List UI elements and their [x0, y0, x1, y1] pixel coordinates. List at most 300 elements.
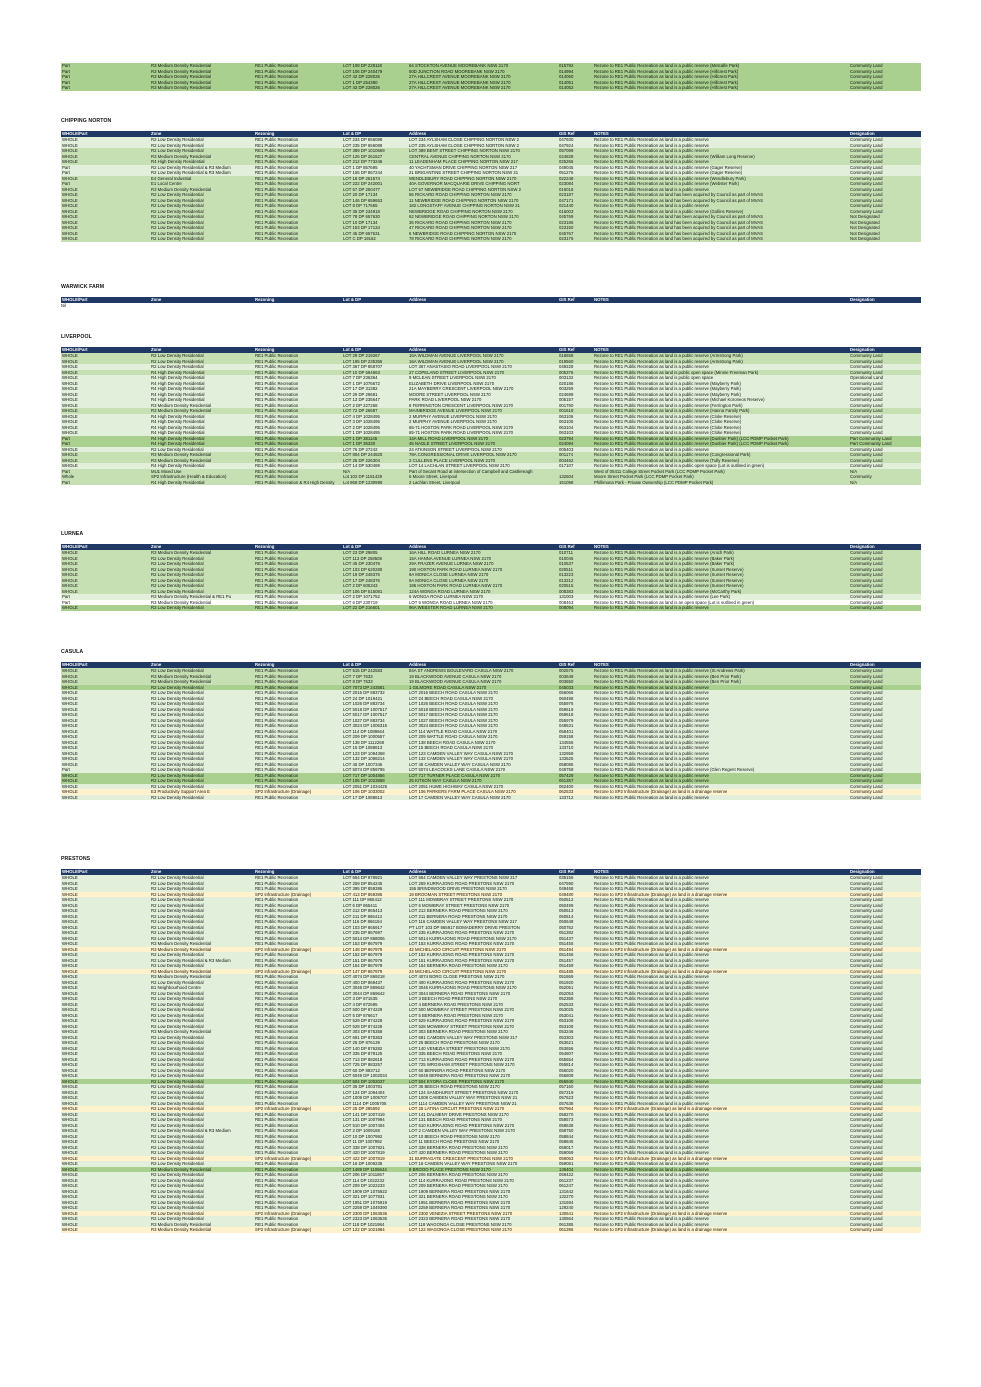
cell-whole-part: WHOLE: [62, 1001, 78, 1007]
cell-designation: Community Land: [850, 1166, 883, 1172]
cell-designation: Community Land: [850, 186, 883, 192]
cell-whole-part: WHOLE: [62, 712, 78, 717]
cell-zone: R2 Low Density Residential: [151, 668, 204, 673]
cell-rezoning: RE1 Public Recreation: [255, 225, 299, 230]
cell-whole-part: WHOLE: [62, 192, 78, 197]
cell-notes: Rezone to RE1 Public Recreation as land is a public reserve: [594, 930, 709, 935]
cell-address: 27 COPELAND STREET LIVERPOOL NSW 2170: [409, 369, 505, 375]
column-header-gis-ref: GIS Ref: [558, 347, 593, 353]
cell-gis-ref: 023186: [559, 219, 574, 225]
column-header-zone: Zone: [150, 297, 254, 303]
cell-designation: Community Land: [850, 723, 883, 728]
cell-lot-dp: LOT 6049 DP 1002034: [343, 1073, 388, 1078]
cell-lot-dp: LOT 10 DP 17134: [343, 219, 378, 225]
cell-gis-ref: 050762: [559, 924, 574, 930]
cell-rezoning: RE1 Public Recreation: [255, 1194, 299, 1199]
cell-rezoning: RE1 Public Recreation: [255, 875, 299, 880]
cell-gis-ref: 050513: [559, 908, 574, 913]
cell-address: LOT 16 CAMDEN VALLEY WAY PRESTONS NSW 2170: [409, 1161, 518, 1166]
cell-designation: Community Land: [850, 974, 883, 979]
cell-rezoning: RE1 Public Recreation: [255, 750, 299, 756]
cell-rezoning: RE1 Public Recreation: [255, 137, 299, 142]
cell-lot-dp: LOT 124 DP 1094404: [343, 1089, 385, 1095]
cell-address: LOT 24 BEECH ROAD CASULA NSW 2170: [409, 695, 493, 701]
cell-whole-part: WHOLE: [62, 1078, 78, 1084]
cell-whole-part: Part: [62, 767, 70, 772]
cell-notes: Rezone to RE1 Public Recreation as land is a public reserve (Webster Park): [594, 181, 739, 186]
cell-rezoning: RE1 Public Recreation: [255, 1034, 299, 1040]
cell-address: LOT 338 BERNERA ROAD PRESTONS NSW 2170: [409, 1144, 508, 1150]
cell-designation: Community Land: [850, 397, 883, 402]
cell-rezoning: RE1 Public Recreation: [255, 957, 299, 963]
cell-whole-part: WHOLE: [62, 1139, 78, 1144]
section-chipping-norton: [61, 118, 921, 242]
cell-gis-ref: 050512: [559, 897, 574, 902]
cell-lot-dp: LOT 195 DP 235355: [343, 358, 383, 364]
cell-designation: Community Land: [850, 717, 883, 723]
cell-address: 182 LONGSTAFF AVENUE CHIPPING NORTON NSW 21: [409, 203, 520, 208]
cell-address: 6 NEWBRIDGE ROAD CHIPPING NORTON NSW 2170: [409, 230, 517, 236]
cell-address: WENDLEBURY ROAD CHIPPING NORTON NSW 2170: [409, 175, 517, 181]
cell-gis-ref: 132959: [559, 750, 574, 756]
cell-gis-ref: 023084: [559, 181, 574, 186]
cell-notes: Rezone to RE1 Public Recreation as land is public open space: [594, 375, 714, 380]
cell-designation: Community Land: [850, 1199, 883, 1205]
cell-whole-part: Part: [62, 164, 70, 170]
cell-lot-dp: LOT 147 DP 867979: [343, 968, 383, 974]
cell-notes: Rezone to RE1 Public Recreation as land is a public reserve (Sunset Reserve): [594, 583, 744, 588]
cell-lot-dp: LOT 234 DP 656088: [343, 137, 383, 142]
cell-designation: Community Land: [850, 1001, 883, 1007]
cell-notes: Rezone to RE1 Public Recreation as land is a public reserve (Dunbier Park) (LCC PDMP Pocket Park): [594, 435, 789, 441]
cell-rezoning: RE1 Public Recreation: [255, 783, 299, 789]
cell-gis-ref: 005157: [559, 397, 574, 402]
cell-notes: Rezone to RE1 Public Recreation as land is a public reserve: [594, 1216, 709, 1221]
cell-address: NEWBRIDGE ROAD CHIPPING NORTON NSW 2170: [409, 208, 513, 214]
cell-whole-part: WHOLE: [62, 550, 78, 555]
cell-gis-ref: 061357: [559, 778, 574, 783]
cell-whole-part: WHOLE: [62, 457, 78, 463]
cell-lot-dp: LOT 5017 DP 1007517: [343, 712, 388, 717]
cell-designation: Community Land: [850, 79, 883, 85]
cell-lot-dp: LOT 2 DP 1071752: [343, 594, 380, 599]
cell-gis-ref: 059059: [559, 1150, 574, 1155]
cell-whole-part: Part: [62, 63, 70, 68]
cell-gis-ref: 045769: [559, 214, 574, 219]
cell-lot-dp: LOT 691 DP 875363: [343, 1034, 383, 1040]
cell-address: LOT 118 WAGONGA CLOSE PRESTONS NSW 2170: [409, 1221, 512, 1227]
cell-whole-part: WHOLE: [62, 886, 78, 891]
cell-whole-part: WHOLE: [62, 1205, 78, 1210]
cell-rezoning: RE1 Public Recreation: [255, 68, 299, 74]
cell-whole-part: WHOLE: [62, 1183, 78, 1188]
cell-rezoning: RE1 Public Recreation: [255, 219, 299, 225]
cell-lot-dp: LOT 25 DP 226304: [343, 457, 380, 463]
cell-zone: R2 Low Density Residential: [151, 148, 204, 153]
column-header-lot-dp: Lot & DP: [342, 297, 408, 303]
cell-whole-part: WHOLE: [62, 1117, 78, 1122]
cell-rezoning: RE1 Public Recreation: [255, 159, 299, 164]
cell-lot-dp: LOT 25 DP 876139: [343, 1040, 380, 1045]
cell-gis-ref: 056808: [559, 1073, 574, 1078]
cell-lot-dp: LOT 303 DP 875358: [343, 1029, 383, 1034]
cell-whole-part: WHOLE: [62, 408, 78, 413]
cell-whole-part: WHOLE: [62, 364, 78, 369]
cell-rezoning: RE1 Public Recreation: [255, 474, 299, 479]
cell-lot-dp: LOT 713 DP 882618: [343, 1056, 383, 1062]
cell-whole-part: Part: [62, 479, 70, 485]
cell-designation: Community Land: [850, 902, 883, 908]
cell-notes: Rezone to RE1 Public Recreation as land is a public reserve (Mayberry Park): [594, 391, 741, 397]
cell-lot-dp: LOT 206 DP 1011867: [343, 1172, 385, 1177]
cell-notes: Moore Street Pocket Park (LCC PDMP Pocket Park): [594, 474, 694, 479]
cell-zone: R2 Low Density Residential: [151, 690, 204, 695]
cell-zone: R2 Low Density Residential: [151, 723, 204, 728]
cell-notes: Rezone to RE1 Public Recreation as land is a public reserve: [594, 941, 709, 946]
cell-rezoning: RE1 Public Recreation: [255, 897, 299, 902]
cell-notes: Rezone to SP2 Infrastructure (Drainage) as land is a drainage reserve: [594, 946, 728, 952]
cell-notes: Rezone to RE1 Public Recreation as land is a public reserve: [594, 1084, 709, 1089]
cell-lot-dp: LOT 6 DP 230719: [343, 599, 378, 605]
cell-notes: Rezone to RE1 Public Recreation as land is a public reserve (Metcalfe Park): [594, 63, 740, 68]
cell-gis-ref: 021440: [559, 203, 574, 208]
cell-address: LOT 3024 BEECH ROAD CASULA NSW 2170: [409, 723, 498, 728]
cell-address: LOT 321 BERNERA ROAD PRESTONS NSW 2170: [409, 1194, 508, 1199]
cell-gis-ref: 023176: [559, 236, 574, 241]
cell-lot-dp: LOT 7073 DP 243581: [343, 684, 385, 690]
cell-rezoning: RE1 Public Recreation: [255, 85, 299, 90]
cell-gis-ref: 002575: [559, 668, 574, 673]
cell-designation: Community Land: [850, 572, 883, 577]
cell-lot-dp: LOT 1 DP 35330: [343, 441, 376, 446]
cell-address: 2 MURPHY AVENUE LIVERPOOL NSW 2170: [409, 419, 497, 424]
cell-lot-dp: LOT 209 DP 1000557: [343, 734, 385, 739]
cell-designation: Community Land: [850, 767, 883, 772]
cell-address: 6 WONGA ROAD LURNEA NSW 2170: [409, 594, 484, 599]
cell-rezoning: RE1 Public Recreation: [255, 375, 299, 380]
cell-notes: Rezone to RE1 Public Recreation as land is a public reserve (Baker Park): [594, 555, 735, 561]
cell-lot-dp: LOT 45 DP 657631: [343, 230, 380, 236]
cell-gis-ref: 054807: [559, 1051, 574, 1056]
cell-whole-part: Part: [62, 74, 70, 79]
cell-zone: R2 Low Density Residential: [151, 778, 204, 783]
cell-notes: Rezone to RE1 Public Recreation as land is a public reserve: [594, 1100, 709, 1106]
cell-address: 25 KITSON WAY CASULA NSW 2170: [409, 778, 482, 783]
cell-lot-dp: LOT 725 DP 883257: [343, 1062, 383, 1067]
cell-lot-dp: LOT 153 DP 17134: [343, 225, 380, 230]
cell-address: LOT 17 CAMDEN VALLEY WAY CASULA NSW 2170: [409, 794, 511, 800]
cell-whole-part: WHOLE: [62, 789, 78, 794]
cell-rezoning: RE1 Public Recreation: [255, 380, 299, 386]
cell-notes: Rezone to RE1 Public Recreation as land is a public reserve: [594, 952, 709, 957]
cell-designation: Community Land: [850, 1067, 883, 1073]
cell-zone: R4 High Density Residential: [151, 463, 205, 468]
cell-lot-dp: LOT 4 DP 872695: [343, 1001, 378, 1007]
cell-zone: R2 Low Density Residential: [151, 1177, 204, 1183]
cell-designation: N/A: [850, 479, 858, 485]
cell-zone: R4 High Density Residential: [151, 386, 205, 391]
cell-address: LOT 131 BEECH ROAD PRESTONS NSW 2170: [409, 1117, 502, 1122]
cell-gis-ref: 049228: [559, 364, 574, 369]
cell-notes: Rezone to RE1 Public Recreation as land is a public reserve: [594, 778, 709, 783]
cell-gis-ref: 058401: [559, 728, 574, 734]
cell-gis-ref: 052358: [559, 996, 574, 1001]
cell-notes: Rezone to RE1 Public Recreation as land has been acquired by Council as part of MVAS: [594, 230, 764, 236]
cell-zone: R2 Low Density Residential: [151, 935, 204, 941]
cell-rezoning: RE1 Public Recreation: [255, 463, 299, 468]
cell-rezoning: RE1 Public Recreation: [255, 794, 299, 800]
cell-lot-dp: LOT 45 DP 230478: [343, 561, 380, 566]
cell-notes: Rezone to RE1 Public Recreation as land is a public reserve (Sunset Reserve): [594, 566, 744, 572]
cell-notes: Rezone to RE1 Public Recreation as land is a public reserve: [594, 996, 709, 1001]
cell-designation: Community Land: [850, 1210, 883, 1216]
cell-lot-dp: LOT 23 DP 29805: [343, 550, 378, 555]
cell-whole-part: WHOLE: [62, 1172, 78, 1177]
cell-lot-dp: LOT 114 DP 1022232: [343, 1177, 385, 1183]
cell-rezoning: RE1 Public Recreation: [255, 419, 299, 424]
cell-lot-dp: LOT 338 DP 1007821: [343, 1144, 385, 1150]
cell-notes: Rezone to RE1 Public Recreation as land is a public reserve: [594, 1205, 709, 1210]
column-header-notes: NOTES: [593, 347, 849, 353]
cell-gis-ref: 058638: [559, 1122, 574, 1128]
cell-designation: Community Land: [850, 159, 883, 164]
cell-rezoning: SP2 Infrastructure (Drainage): [255, 1210, 312, 1216]
section-lurnea: [61, 531, 921, 611]
cell-whole-part: WHOLE: [62, 996, 78, 1001]
cell-designation: Community Land: [850, 712, 883, 717]
cell-rezoning: RE1 Public Recreation: [255, 566, 299, 572]
cell-designation: Community Land: [850, 684, 883, 690]
cell-whole-part: WHOLE: [62, 413, 78, 419]
cell-gis-ref: 013212: [559, 577, 574, 583]
cell-whole-part: WHOLE: [62, 446, 78, 452]
cell-lot-dp: LOT 17 DP 248376: [343, 577, 380, 583]
cell-address: LOT 152 KURRAJONG ROAD PRESTONS NSW 2170: [409, 952, 515, 957]
cell-gis-ref: 058845: [559, 1139, 574, 1144]
cell-rezoning: RE1 Public Recreation: [255, 930, 299, 935]
cell-designation: Community Land: [850, 996, 883, 1001]
cell-zone: R2 Low Density Residential: [151, 1205, 204, 1210]
cell-whole-part: WHOLE: [62, 225, 78, 230]
cell-whole-part: WHOLE: [62, 897, 78, 902]
cell-lot-dp: LOT 24 DP 1019421: [343, 695, 383, 701]
cell-rezoning: RE1 Public Recreation: [255, 668, 299, 673]
cell-zone: R4 High Density Residential: [151, 430, 205, 435]
cell-address: LOT 3044 BERNERA ROAD PRESTONS NSW 2170: [409, 990, 511, 996]
cell-zone: R2 Low Density Residential: [151, 734, 204, 739]
cell-gis-ref: 014994: [559, 68, 574, 74]
cell-rezoning: RE1 Public Recreation: [255, 1067, 299, 1073]
cell-notes: Rezone to RE1 Public Recreation as land is a public reserve: [594, 1001, 709, 1007]
cell-address: LOT 5 BERNERA ROAD PRESTONS NSW 2170: [409, 1012, 503, 1018]
cell-notes: Rezone to RE1 Public Recreation as land is a public reserve: [594, 1045, 709, 1051]
cell-designation: Community Land: [850, 599, 883, 605]
cell-address: 2 CULLENS PLACE LIVERPOOL NSW 2170: [409, 457, 496, 463]
cell-gis-ref: 010711: [559, 550, 574, 555]
rezoning-table: [61, 544, 921, 611]
cell-address: LOT 725 WROXHAM STREET PRESTONS NSW 2170: [409, 1062, 515, 1067]
column-header-zone: Zone: [150, 544, 254, 550]
cell-address: 8 FERRINGTON CRESCENT LIVERPOOL NSW 2170: [409, 402, 514, 408]
cell-zone: R2 Low Density Residential: [151, 728, 204, 734]
cell-lot-dp: LOT 2016 DP 883732: [343, 690, 385, 695]
cell-notes: Rezone to RE1 Public Recreation as land is a public reserve (Hillcrest Park): [594, 79, 739, 85]
cell-address: 96A WEBSTER ROAD LURNEA NSW 2170: [409, 605, 493, 610]
cell-notes: Rezone to RE1 Public Recreation as land has been acquired by Council as part of MVAS: [594, 236, 764, 241]
cell-gis-ref: 056020: [559, 1067, 574, 1073]
cell-address: LOT 664 CAMDEN VALLEY WAY PRESTONS NSW 217: [409, 875, 518, 880]
cell-designation: Community Land: [850, 1045, 883, 1051]
cell-address: 14A MILL ROAD LIVERPOOL NSW 2170: [409, 435, 488, 441]
cell-designation: Community Land: [850, 1078, 883, 1084]
cell-whole-part: WHOLE: [62, 137, 78, 142]
cell-address: LOT 1026 BEECH ROAD CASULA NSW 2170: [409, 701, 498, 706]
cell-notes: Rezone to RE1 Public Recreation as land is a public reserve: [594, 1188, 709, 1194]
cell-lot-dp: LOT 17 DP 1088613: [343, 794, 383, 800]
cell-address: 11 LEADENHAM PLACE CHIPPING NORTON NSW 217: [409, 159, 518, 164]
cell-address: 45 NAGLE STREET LIVERPOOL NSW 2170: [409, 441, 495, 446]
cell-zone: R2 Low Density Residential: [151, 1194, 204, 1199]
cell-notes: Phillimona Park - Private Ownership (LCC PDMP Pocket Park): [594, 479, 714, 485]
cell-address: 78 RICKARD ROAD CHIPPING NORTON NSW 2170: [409, 236, 512, 241]
cell-notes: Rezone to RE1 Public Recreation as land is a public reserve: [594, 137, 709, 142]
cell-gis-ref: 055654: [559, 1056, 574, 1062]
cell-lot-dp: LOT 2 DP 1028495: [343, 424, 380, 430]
cell-zone: R2 Low Density Residential: [151, 1144, 204, 1150]
cell-lot-dp: LOT 11 DP 1007992: [343, 1139, 382, 1144]
cell-gis-ref: 130664: [559, 1216, 574, 1221]
cell-zone: R2 Low Density Residential: [151, 695, 204, 701]
cell-notes: Rezone to RE1 Public Recreation as land is a public reserve: [594, 142, 709, 148]
column-header-gis-ref: GIS Ref: [558, 869, 593, 875]
cell-lot-dp: LOT 420 DP 1007819: [343, 1150, 385, 1155]
cell-lot-dp: LOT 413 DP 859395: [343, 891, 383, 897]
cell-zone: R2 Low Density Residential: [151, 142, 204, 148]
cell-designation: Community Land: [850, 1150, 883, 1155]
cell-zone: R2 Low Density Residential: [151, 1067, 204, 1073]
cell-rezoning: RE1 Public Recreation: [255, 913, 299, 919]
cell-zone: R2 Low Density Residential: [151, 1139, 204, 1144]
cell-whole-part: WHOLE: [62, 1012, 78, 1018]
cell-lot-dp: LOT 1 DP 381145: [343, 435, 378, 441]
cell-whole-part: WHOLE: [62, 386, 78, 391]
cell-designation: Community Land: [850, 181, 883, 186]
rezoning-table: [61, 131, 921, 242]
cell-lot-dp: LOT 3046 DP 869642: [343, 985, 385, 990]
cell-notes: Rezone to RE1 Public Recreation as land is a public reserve: [594, 1133, 709, 1139]
column-header-rezoning: Rezoning: [254, 662, 342, 668]
cell-notes: Rezone to RE1 Public Recreation as land is a public reserve: [594, 908, 709, 913]
cell-gis-ref: 013223: [559, 572, 574, 577]
section-title: WARWICK FARM: [61, 284, 105, 290]
cell-notes: Rezone to RE1 Public Recreation as land is a public reserve: [594, 701, 709, 706]
cell-rezoning: RE1 Public Recreation: [255, 706, 299, 712]
cell-address: 155 BRINDIWOOD DRIVE PRESTONS NSW 2170: [409, 886, 507, 891]
cell-zone: R3 Medium Density Residential: [151, 599, 211, 605]
cell-rezoning: SP2 Infrastructure (Drainage): [255, 968, 312, 974]
cell-zone: R2 Low Density Residential: [151, 1012, 204, 1018]
column-header-rezoning: Rezoning: [254, 131, 342, 137]
cell-notes: Rezone to SP2 Infrastructure (Drainage) as land is a drainage reserve: [594, 1227, 728, 1232]
cell-rezoning: RE1 Public Recreation: [255, 1177, 299, 1183]
column-header-rezoning: Rezoning: [254, 869, 342, 875]
cell-address: LOT 2323 BERNERA ROAD PRESTONS NSW 2170: [409, 1216, 511, 1221]
cell-zone: R2 Low Density Residential: [151, 1023, 204, 1029]
cell-whole-part: WHOLE: [62, 1227, 78, 1232]
cell-lot-dp: LOT 103 DP 620280: [343, 566, 383, 572]
cell-rezoning: RE1 Public Recreation: [255, 175, 299, 181]
cell-zone: R4 High Density Residential: [151, 419, 205, 424]
cell-address: MAINBRIDGE AVENUE LIVERPOOL NSW 2170: [409, 408, 502, 413]
cell-address: 78A CONGRESSIONAL DRIVE LIVERPOOL NSW 2170: [409, 452, 517, 457]
cell-lot-dp: LOT 528 DP 874228: [343, 1023, 383, 1029]
cell-gis-ref: 063103: [559, 430, 574, 435]
cell-whole-part: WHOLE: [62, 380, 78, 386]
cell-lot-dp: LOT 122 DP 1021984: [343, 1227, 385, 1232]
cell-gis-ref: 003649: [559, 673, 574, 679]
cell-whole-part: WHOLE: [62, 605, 78, 610]
cell-zone: R2 Low Density Residential & R3 Medium: [151, 957, 231, 963]
cell-lot-dp: LOT 22 DP 216601: [343, 605, 380, 610]
cell-gis-ref: 049759: [559, 767, 574, 772]
cell-whole-part: WHOLE: [62, 963, 78, 968]
column-header-notes: NOTES: [593, 297, 849, 303]
cell-notes: Rezone to RE1 Public Recreation as land is a public reserve: [594, 794, 709, 800]
cell-address: LOT 60 BERNERA ROAD PRESTONS NSW 2170: [409, 1067, 506, 1073]
cell-rezoning: RE1 Public Recreation: [255, 739, 299, 745]
cell-lot-dp: Lot 868 DP 1230989: [343, 479, 383, 485]
cell-lot-dp: LOT 76 DP 27242: [343, 446, 378, 452]
cell-notes: Rezone to RE1 Public Recreation as land is a public reserve: [594, 1040, 709, 1045]
cell-designation: Community Land: [850, 957, 883, 963]
cell-designation: Community Land: [850, 1034, 883, 1040]
rezoning-table: [61, 347, 921, 485]
cell-lot-dp: LOT 389 DP 1010669: [343, 148, 385, 153]
cell-gis-ref: 061385: [559, 1221, 574, 1227]
cell-whole-part: WHOLE: [62, 946, 78, 952]
cell-whole-part: WHOLE: [62, 1067, 78, 1073]
cell-address: LOT 335 BEECH ROAD PRESTONS NSW 2170: [409, 1051, 502, 1056]
cell-rezoning: RE1 Public Recreation: [255, 1023, 299, 1029]
column-header-lot-dp: Lot & DP: [342, 347, 408, 353]
column-header-lot-dp: Lot & DP: [342, 869, 408, 875]
cell-gis-ref: 024828: [559, 153, 574, 159]
cell-designation: Community Land: [850, 63, 883, 68]
cell-zone: R3 Medium Density Residential: [151, 153, 211, 159]
cell-zone: R2 Low Density Residential: [151, 1161, 204, 1166]
cell-zone: R2 Low Density Residential: [151, 1001, 204, 1007]
cell-rezoning: SP2 Infrastructure (Drainage): [255, 1155, 312, 1161]
cell-lot-dp: LOT 235 DP 656088: [343, 142, 383, 148]
cell-zone: R3 Medium Density Residential: [151, 68, 211, 74]
cell-whole-part: WHOLE: [62, 778, 78, 783]
cell-rezoning: RE1 Public Recreation: [255, 369, 299, 375]
cell-address: LOT 5074 LEACOCKS LANE CASULA NSW 2170: [409, 767, 506, 772]
cell-designation: Community Land: [850, 583, 883, 588]
cell-zone: R2 Low Density Residential: [151, 996, 204, 1001]
cell-lot-dp: LOT 106 DP 515081: [343, 588, 383, 594]
cell-notes: Rezone to RE1 Public Recreation as land is a public reserve: [594, 897, 709, 902]
cell-zone: R2 Low Density Residential: [151, 1084, 204, 1089]
cell-lot-dp: LOT 209 DP 1022233: [343, 1183, 385, 1188]
cell-gis-ref: 001618: [559, 408, 574, 413]
cell-notes: Rezone to RE1 Public Recreation as land is a public reserve: [594, 159, 709, 164]
cell-lot-dp: LOT 153 DP 867979: [343, 941, 383, 946]
cell-rezoning: RE1 Public Recreation: [255, 728, 299, 734]
cell-notes: Rezone to RE1 Public Recreation as land is a public reserve: [594, 717, 709, 723]
cell-lot-dp: LOT 2 DP 227268: [343, 402, 378, 408]
cell-designation: Community Land: [850, 946, 883, 952]
